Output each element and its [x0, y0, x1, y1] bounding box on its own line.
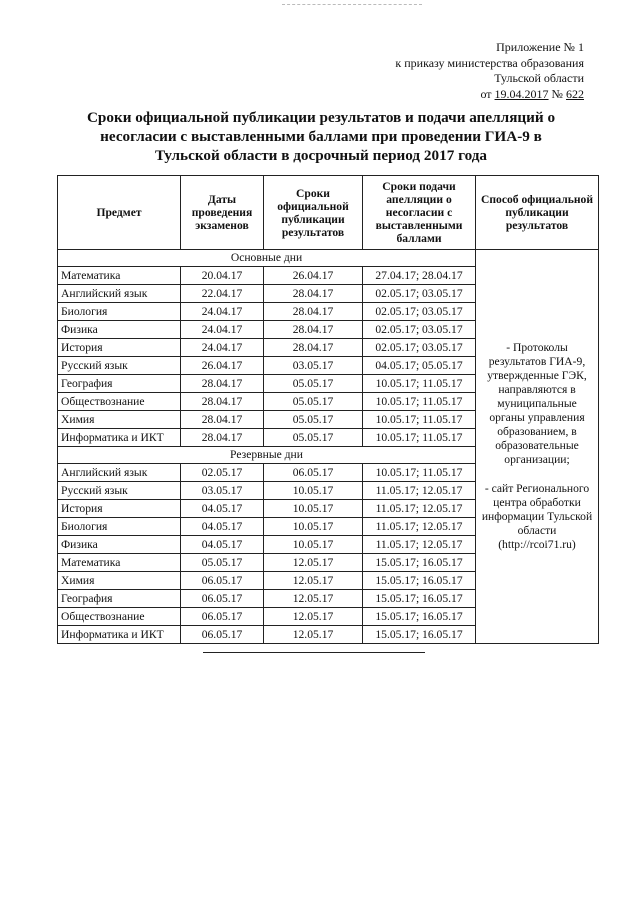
- subject-cell: Физика: [58, 321, 181, 339]
- appendix-date: 19.04.2017: [494, 86, 549, 101]
- publication-date-cell: 10.05.17: [264, 500, 363, 518]
- exam-date-cell: 06.05.17: [181, 608, 264, 626]
- exam-date-cell: 28.04.17: [181, 375, 264, 393]
- publication-date-cell: 06.05.17: [264, 464, 363, 482]
- appeal-dates-cell: 15.05.17; 16.05.17: [363, 590, 476, 608]
- exam-date-cell: 24.04.17: [181, 321, 264, 339]
- publication-date-cell: 12.05.17: [264, 608, 363, 626]
- exam-date-cell: 04.05.17: [181, 536, 264, 554]
- appendix-line-2: к приказу министерства образования: [395, 55, 584, 70]
- publication-date-cell: 05.05.17: [264, 411, 363, 429]
- publication-method-cell: [476, 250, 599, 644]
- appeal-dates-cell: 15.05.17; 16.05.17: [363, 572, 476, 590]
- appeal-dates-cell: 11.05.17; 12.05.17: [363, 482, 476, 500]
- header-publication: Сроки официальной публикации результатов: [264, 176, 363, 250]
- appeal-dates-cell: 10.05.17; 11.05.17: [363, 375, 476, 393]
- subject-cell: Информатика и ИКТ: [58, 429, 181, 447]
- subject-cell: Русский язык: [58, 357, 181, 375]
- subject-cell: История: [58, 339, 181, 357]
- header-exam-dates: Даты проведения экзаменов: [181, 176, 264, 250]
- appeal-dates-cell: 11.05.17; 12.05.17: [363, 518, 476, 536]
- appendix-order-line: [395, 87, 584, 103]
- document-title: Сроки официальной публикации результатов и подачи апелляций о несогласии с выставленными баллами при проведении ГИА-9 в Тульской области в досрочный период 2017 года: [86, 109, 556, 164]
- publication-date-cell: 12.05.17: [264, 626, 363, 644]
- exam-date-cell: 06.05.17: [181, 572, 264, 590]
- publication-date-cell: 05.05.17: [264, 429, 363, 447]
- publication-date-cell: 05.05.17: [264, 375, 363, 393]
- appeal-dates-cell: 02.05.17; 03.05.17: [363, 339, 476, 357]
- exam-date-cell: 06.05.17: [181, 626, 264, 644]
- subject-cell: Химия: [58, 572, 181, 590]
- exam-date-cell: 24.04.17: [181, 339, 264, 357]
- exam-date-cell: 24.04.17: [181, 303, 264, 321]
- subject-cell: Обществознание: [58, 608, 181, 626]
- exam-date-cell: 02.05.17: [181, 464, 264, 482]
- appendix-number-prefix: №: [548, 86, 566, 101]
- subject-cell: Математика: [58, 267, 181, 285]
- subject-cell: Обществознание: [58, 393, 181, 411]
- appeal-dates-cell: 10.05.17; 11.05.17: [363, 429, 476, 447]
- appendix-number: 622: [566, 86, 584, 101]
- appendix-block: [395, 40, 584, 102]
- header-appeal: Сроки подачи апелляции о несогласии с выставленными баллами: [363, 176, 476, 250]
- publication-date-cell: 10.05.17: [264, 482, 363, 500]
- publication-date-cell: 12.05.17: [264, 554, 363, 572]
- schedule-table-body: [58, 176, 599, 644]
- exam-date-cell: 04.05.17: [181, 500, 264, 518]
- subject-cell: Информатика и ИКТ: [58, 626, 181, 644]
- publication-method-website: - сайт Регионального центра обработки информации Тульской области (http://rcoi71.ru): [481, 482, 593, 551]
- exam-date-cell: 22.04.17: [181, 285, 264, 303]
- subject-cell: Физика: [58, 536, 181, 554]
- exam-date-cell: 06.05.17: [181, 590, 264, 608]
- appeal-dates-cell: 04.05.17; 05.05.17: [363, 357, 476, 375]
- exam-date-cell: 20.04.17: [181, 267, 264, 285]
- publication-date-cell: 12.05.17: [264, 590, 363, 608]
- appeal-dates-cell: 10.05.17; 11.05.17: [363, 411, 476, 429]
- signature-divider: [203, 652, 425, 653]
- publication-date-cell: 26.04.17: [264, 267, 363, 285]
- section-label: Основные дни: [58, 250, 476, 267]
- exam-date-cell: 26.04.17: [181, 357, 264, 375]
- publication-date-cell: 28.04.17: [264, 303, 363, 321]
- scan-top-line: [282, 4, 422, 5]
- appendix-line-1: Приложение № 1: [496, 40, 584, 54]
- exam-date-cell: 28.04.17: [181, 411, 264, 429]
- subject-cell: Математика: [58, 554, 181, 572]
- publication-date-cell: 05.05.17: [264, 393, 363, 411]
- publication-date-cell: 28.04.17: [264, 339, 363, 357]
- appeal-dates-cell: 15.05.17; 16.05.17: [363, 554, 476, 572]
- publication-method-protocols: - Протоколы результатов ГИА-9, утвержденные ГЭК, направляются в муниципальные органы управления образованием, в образовательные организации;: [487, 341, 587, 466]
- subject-cell: Русский язык: [58, 482, 181, 500]
- appeal-dates-cell: 15.05.17; 16.05.17: [363, 626, 476, 644]
- appeal-dates-cell: 02.05.17; 03.05.17: [363, 321, 476, 339]
- appeal-dates-cell: 10.05.17; 11.05.17: [363, 393, 476, 411]
- header-method: Способ официальной публикации результатов: [476, 176, 599, 250]
- subject-cell: Английский язык: [58, 464, 181, 482]
- subject-cell: Биология: [58, 303, 181, 321]
- subject-cell: Биология: [58, 518, 181, 536]
- exam-date-cell: 05.05.17: [181, 554, 264, 572]
- appeal-dates-cell: 10.05.17; 11.05.17: [363, 464, 476, 482]
- header-row: [58, 176, 599, 250]
- appendix-date-prefix: от: [480, 86, 495, 101]
- appeal-dates-cell: 02.05.17; 03.05.17: [363, 285, 476, 303]
- appeal-dates-cell: 02.05.17; 03.05.17: [363, 303, 476, 321]
- header-subject: Предмет: [58, 176, 181, 250]
- appeal-dates-cell: 11.05.17; 12.05.17: [363, 500, 476, 518]
- exam-date-cell: 03.05.17: [181, 482, 264, 500]
- exam-date-cell: 28.04.17: [181, 429, 264, 447]
- publication-date-cell: 12.05.17: [264, 572, 363, 590]
- subject-cell: География: [58, 590, 181, 608]
- publication-date-cell: 10.05.17: [264, 518, 363, 536]
- schedule-table: [57, 175, 599, 644]
- subject-cell: Английский язык: [58, 285, 181, 303]
- publication-date-cell: 03.05.17: [264, 357, 363, 375]
- publication-date-cell: 10.05.17: [264, 536, 363, 554]
- appeal-dates-cell: 11.05.17; 12.05.17: [363, 536, 476, 554]
- subject-cell: География: [58, 375, 181, 393]
- section-row: [58, 250, 599, 267]
- appeal-dates-cell: 27.04.17; 28.04.17: [363, 267, 476, 285]
- publication-date-cell: 28.04.17: [264, 321, 363, 339]
- exam-date-cell: 04.05.17: [181, 518, 264, 536]
- subject-cell: История: [58, 500, 181, 518]
- publication-date-cell: 28.04.17: [264, 285, 363, 303]
- section-label: Резервные дни: [58, 447, 476, 464]
- appendix-line-3: Тульской области: [494, 71, 584, 85]
- appeal-dates-cell: 15.05.17; 16.05.17: [363, 608, 476, 626]
- exam-date-cell: 28.04.17: [181, 393, 264, 411]
- subject-cell: Химия: [58, 411, 181, 429]
